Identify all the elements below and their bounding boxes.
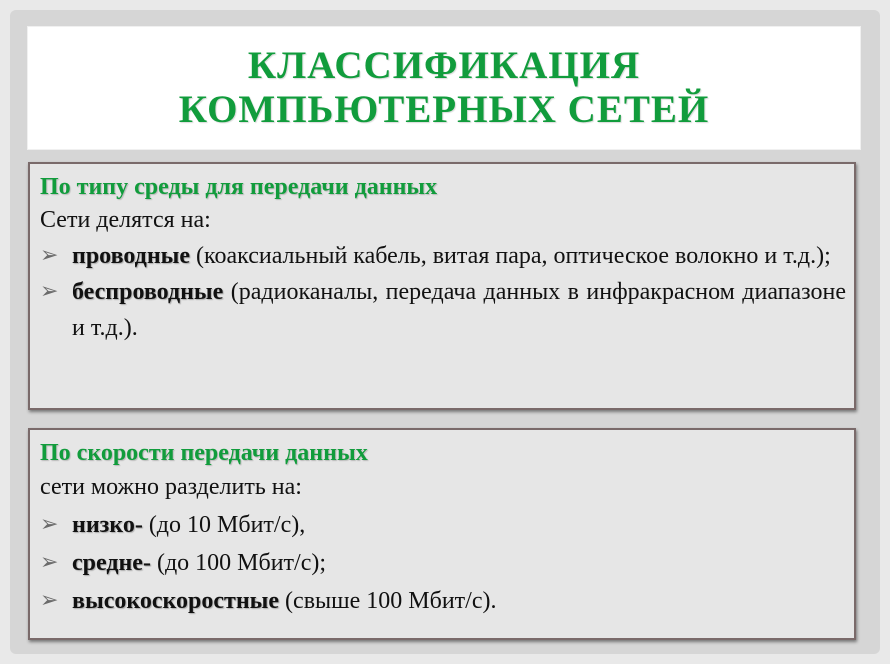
list-item bbox=[40, 238, 846, 274]
section-heading: По типу среды для передачи данных bbox=[40, 174, 438, 200]
section-intro: сети можно разделить на: bbox=[40, 474, 302, 500]
list-item bbox=[40, 582, 846, 620]
arrow-bullet-icon: ➢ bbox=[40, 512, 59, 537]
section-media-type bbox=[28, 162, 856, 410]
title-box bbox=[28, 27, 860, 149]
title-line-2: КОМПЬЮТЕРНЫХ СЕТЕЙ bbox=[178, 88, 710, 131]
arrow-bullet-icon: ➢ bbox=[40, 588, 59, 613]
list-item-term: проводные bbox=[72, 243, 191, 269]
list-item-term: средне- bbox=[72, 550, 151, 576]
section-speed bbox=[28, 428, 856, 640]
list-item-description: (до 10 Мбит/с), bbox=[142, 512, 306, 538]
list-item-text bbox=[72, 274, 846, 346]
arrow-bullet-icon: ➢ bbox=[40, 550, 59, 575]
section-heading: По скорости передачи данных bbox=[40, 440, 368, 466]
list-item-description: (коаксиальный кабель, витая пара, оптическое волокно и т.д.); bbox=[190, 243, 831, 269]
list-item-description: (радиоканалы, передача данных в инфракрасном диапазоне и т.д.). bbox=[72, 279, 846, 341]
section-intro: Сети делятся на: bbox=[40, 207, 211, 233]
list-item-term: высокоскоростные bbox=[72, 588, 280, 614]
list-item bbox=[40, 544, 846, 582]
list-item-text bbox=[72, 582, 846, 620]
list-item-text bbox=[72, 238, 846, 274]
arrow-bullet-icon: ➢ bbox=[40, 243, 59, 268]
list-item-term: низко- bbox=[72, 512, 143, 538]
list-item-term: беспроводные bbox=[72, 279, 224, 305]
list-item-description: (свыше 100 Мбит/с). bbox=[279, 588, 497, 614]
title-line-1: КЛАССИФИКАЦИЯ bbox=[247, 44, 641, 87]
list-item-description: (до 100 Мбит/с); bbox=[150, 550, 327, 576]
list-item bbox=[40, 274, 846, 346]
arrow-bullet-icon: ➢ bbox=[40, 279, 59, 304]
list-item bbox=[40, 506, 846, 544]
list-item-text bbox=[72, 506, 846, 544]
list-item-text bbox=[72, 544, 846, 582]
